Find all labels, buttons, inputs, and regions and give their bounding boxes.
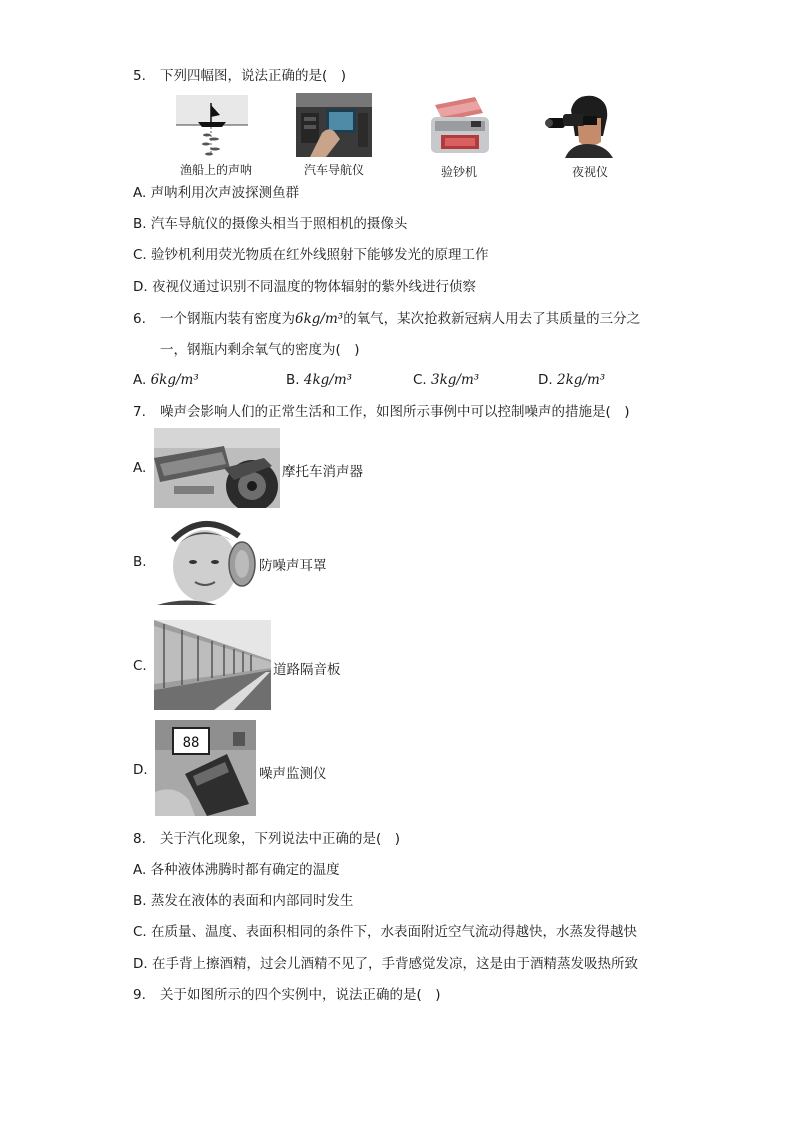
q5-caption-night-vision: 夜视仪 bbox=[571, 165, 608, 179]
sonar-image bbox=[176, 95, 248, 158]
q8-option-c[interactable] bbox=[133, 923, 637, 941]
q9-stem: 关于如图所示的四个实例中，说法正确的是( ) bbox=[160, 987, 441, 1003]
q8-option-a-text: 各种液体沸腾时都有确定的温度 bbox=[150, 862, 340, 878]
q5-caption-money-detector: 验钞机 bbox=[440, 165, 477, 179]
q6-option-d[interactable] bbox=[538, 372, 605, 388]
q8-stem: 关于汽化现象，下列说法中正确的是( ) bbox=[160, 831, 401, 847]
q6-stem bbox=[160, 310, 640, 328]
q5-option-b-label: B. bbox=[133, 216, 147, 232]
q5-caption-navigation: 汽车导航仪 bbox=[303, 163, 364, 177]
q7-option-c-text: 道路隔音板 bbox=[273, 662, 341, 678]
q8-option-b-label: B. bbox=[133, 893, 147, 909]
q8-option-a[interactable] bbox=[133, 861, 340, 879]
motorcycle-muffler-image bbox=[154, 428, 280, 508]
q6-option-d-label: D. bbox=[538, 372, 553, 388]
q8-option-b[interactable] bbox=[133, 892, 353, 910]
q5-option-a-label: A. bbox=[133, 185, 147, 201]
q7-option-b-text: 防噪声耳罩 bbox=[259, 558, 327, 574]
q7-option-c-label[interactable]: C. bbox=[133, 658, 147, 674]
q6-option-a-label: A. bbox=[133, 372, 147, 388]
q8-option-a-label: A. bbox=[133, 862, 147, 878]
q8-option-d[interactable] bbox=[133, 955, 638, 973]
car-navigation-image bbox=[296, 93, 372, 157]
q6-stem-density: 6kg/m³ bbox=[295, 311, 344, 327]
q5-number: 5. bbox=[133, 68, 146, 84]
q5-caption-sonar: 渔船上的声呐 bbox=[179, 163, 252, 177]
q7-option-a-text: 摩托车消声器 bbox=[282, 464, 363, 480]
q7-option-a-label[interactable]: A. bbox=[133, 460, 147, 476]
q7-stem: 噪声会影响人们的正常生活和工作，如图所示事例中可以控制噪声的措施是( ) bbox=[160, 404, 630, 420]
night-vision-image bbox=[545, 92, 623, 158]
q5-option-a[interactable] bbox=[133, 184, 299, 202]
q6-option-a-text: 6kg/m³ bbox=[150, 372, 199, 388]
q6-option-a[interactable] bbox=[133, 372, 199, 388]
q8-option-b-text: 蒸发在液体的表面和内部同时发生 bbox=[150, 893, 354, 909]
q5-option-d-text: 夜视仪通过识别不同温度的物体辐射的紫外线进行侦察 bbox=[151, 279, 476, 295]
q6-stem-post: 的氧气，某次抢救新冠病人用去了其质量的三分之 bbox=[343, 311, 641, 327]
money-detector-image bbox=[421, 91, 497, 159]
q7-option-b-label[interactable]: B. bbox=[133, 554, 147, 570]
q5-option-d-label: D. bbox=[133, 279, 148, 295]
road-sound-barrier-image bbox=[154, 620, 271, 710]
q6-option-d-text: 2kg/m³ bbox=[556, 372, 606, 388]
q7-option-d-text: 噪声监测仪 bbox=[259, 766, 327, 782]
q5-option-b[interactable] bbox=[133, 215, 407, 233]
q5-option-d[interactable] bbox=[133, 278, 476, 296]
q5-option-b-text: 汽车导航仪的摄像头相当于照相机的摄像头 bbox=[150, 216, 408, 232]
q5-option-c-text: 验钞机利用荧光物质在红外线照射下能够发光的原理工作 bbox=[151, 247, 489, 263]
q6-option-b[interactable] bbox=[286, 372, 352, 388]
q7-option-d-label[interactable]: D. bbox=[133, 762, 148, 778]
q8-number: 8. bbox=[133, 831, 146, 847]
q6-option-c[interactable] bbox=[413, 372, 479, 388]
q6-stem-line2: 一，钢瓶内剩余氧气的密度为( ) bbox=[160, 342, 360, 358]
q8-option-d-label: D. bbox=[133, 956, 148, 972]
noise-monitor-display: 88 bbox=[182, 735, 200, 751]
q7-number: 7. bbox=[133, 404, 146, 420]
noise-earmuffs-image bbox=[157, 516, 257, 605]
q6-option-c-text: 3kg/m³ bbox=[431, 372, 480, 388]
noise-monitor-image bbox=[155, 720, 256, 816]
q5-stem: 下列四幅图，说法正确的是( ) bbox=[160, 68, 347, 84]
q6-option-b-label: B. bbox=[286, 372, 300, 388]
q6-number: 6. bbox=[133, 311, 146, 327]
q8-option-d-text: 在手背上擦酒精，过会儿酒精不见了，手背感觉发凉，这是由于酒精蒸发吸热所致 bbox=[151, 956, 638, 972]
q6-stem-pre: 一个钢瓶内装有密度为 bbox=[160, 311, 295, 327]
q5-option-c[interactable] bbox=[133, 246, 489, 264]
q6-option-c-label: C. bbox=[413, 372, 427, 388]
q8-option-c-text: 在质量、温度、表面积相同的条件下，水表面附近空气流动得越快，水蒸发得越快 bbox=[151, 924, 638, 940]
q6-option-b-text: 4kg/m³ bbox=[303, 372, 353, 388]
q5-option-a-text: 声呐利用次声波探测鱼群 bbox=[150, 185, 300, 201]
q8-option-c-label: C. bbox=[133, 924, 147, 940]
q5-option-c-label: C. bbox=[133, 247, 147, 263]
q9-number: 9. bbox=[133, 987, 146, 1003]
